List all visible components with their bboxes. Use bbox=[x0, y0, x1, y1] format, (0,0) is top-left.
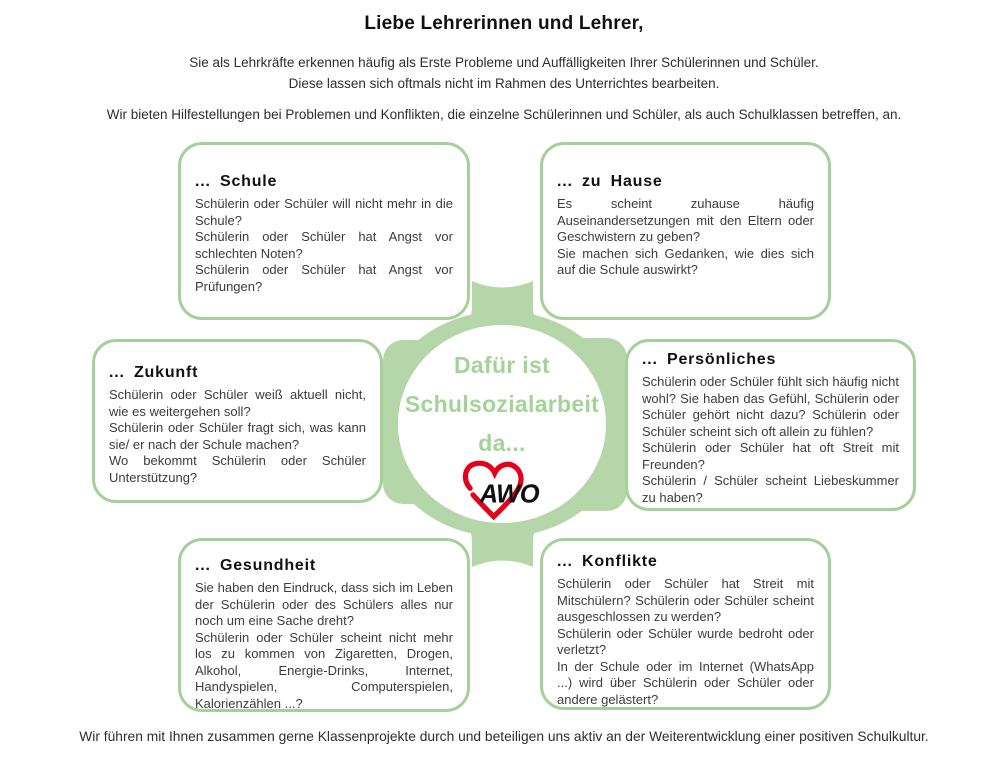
card-persoenliches-question: Schülerin / Schüler scheint Liebeskummer zu haben? bbox=[642, 473, 899, 505]
card-konflikte-title: ... Konflikte bbox=[557, 553, 658, 570]
hub-text-line-3: da... bbox=[478, 430, 526, 456]
card-zukunft-title: ... Zukunft bbox=[109, 364, 199, 381]
card-schule-title: ... Schule bbox=[195, 173, 278, 190]
footer-text: Wir führen mit Ihnen zusammen gerne Klassenprojekte durch und beteiligen uns aktiv an der Weiterentwicklung einer positiven Schulkultur. bbox=[79, 729, 929, 744]
intro-line-1: Sie als Lehrkräfte erkennen häufig als Erste Probleme und Auffälligkeiten Ihrer Schülerinnen und Schüler. bbox=[189, 55, 819, 70]
page-title: Liebe Lehrerinnen und Lehrer, bbox=[364, 13, 644, 34]
hub-text-line-2: Schulsozialarbeit bbox=[404, 391, 600, 417]
intro-line-2: Diese lassen sich oftmals nicht im Rahmen des Unterrichtes bearbeiten. bbox=[288, 76, 720, 91]
card-zukunft bbox=[92, 339, 383, 503]
card-schule-question: Schülerin oder Schüler will nicht mehr in die Schule? bbox=[195, 196, 453, 228]
card-persoenliches-question: Schülerin oder Schüler hat oft Streit mit Freunden? bbox=[642, 440, 899, 472]
card-gesundheit-question: Sie haben den Eindruck, dass sich im Leben der Schülerin oder des Schülers alles nur noch um eine Sache dreht? bbox=[195, 580, 453, 628]
card-konflikte-question: Schülerin oder Schüler wurde bedroht oder verletzt? bbox=[557, 625, 814, 657]
card-schule-question: Schülerin oder Schüler hat Angst vor Prüfungen? bbox=[195, 262, 453, 294]
hub-text bbox=[377, 346, 627, 463]
card-zu-hause bbox=[540, 142, 831, 320]
intro-line-3: Wir bieten Hilfestellungen bei Problemen und Konflikten, die einzelne Schülerinnen und Schüler, als auch Schulklassen betreffen, an. bbox=[106, 107, 902, 122]
header bbox=[0, 0, 1008, 122]
card-zu-hause-title: ... zu Hause bbox=[557, 173, 663, 190]
card-zukunft-question: Schülerin oder Schüler weiß aktuell nicht, wie es weitergehen soll? bbox=[109, 387, 366, 419]
card-persoenliches-question: Schülerin oder Schüler fühlt sich häufig nicht wohl? Sie haben das Gefühl, Schülerin oder Schüler gehört nicht dazu? Schülerin oder Schüler scheint sich oft allein zu fühlen? bbox=[642, 374, 899, 439]
card-persoenliches-title: ... Persönliches bbox=[642, 351, 777, 368]
card-gesundheit-question: Schülerin oder Schüler scheint nicht mehr los zu kommen von Zigaretten, Drogen, Alkohol, Energie-Drinks, Internet, Handyspielen, Computerspielen, Kalorienzählen ...? bbox=[195, 629, 453, 711]
card-konflikte-question: In der Schule oder im Internet (WhatsApp ...) wird über Schülerin oder Schüler oder andere gelästert? bbox=[557, 658, 814, 707]
card-zukunft-question: Schülerin oder Schüler fragt sich, was kann sie/ er nach der Schule machen? bbox=[109, 420, 366, 452]
card-gesundheit bbox=[178, 538, 470, 712]
hub-text-line-1: Dafür ist bbox=[454, 352, 550, 378]
awo-logo bbox=[455, 455, 559, 530]
card-gesundheit-title: ... Gesundheit bbox=[195, 557, 316, 574]
card-zu-hause-question: Sie machen sich Gedanken, wie dies sich auf die Schule auswirkt? bbox=[557, 245, 814, 277]
card-schule-question: Schülerin oder Schüler hat Angst vor schlechten Noten? bbox=[195, 229, 453, 261]
card-konflikte bbox=[540, 538, 831, 710]
awo-logo-text: AWO bbox=[479, 480, 540, 509]
card-zukunft-question: Wo bekommt Schülerin oder Schüler Unterstützung? bbox=[109, 453, 366, 485]
card-zu-hause-question: Es scheint zuhause häufig Auseinandersetzungen mit den Eltern oder Geschwistern zu geben? bbox=[557, 196, 814, 244]
card-konflikte-question: Schülerin oder Schüler hat Streit mit Mitschülern? Schülerin oder Schüler scheint ausgeschlossen zu werden? bbox=[557, 576, 814, 624]
card-persoenliches bbox=[625, 339, 916, 511]
card-schule bbox=[178, 142, 470, 320]
